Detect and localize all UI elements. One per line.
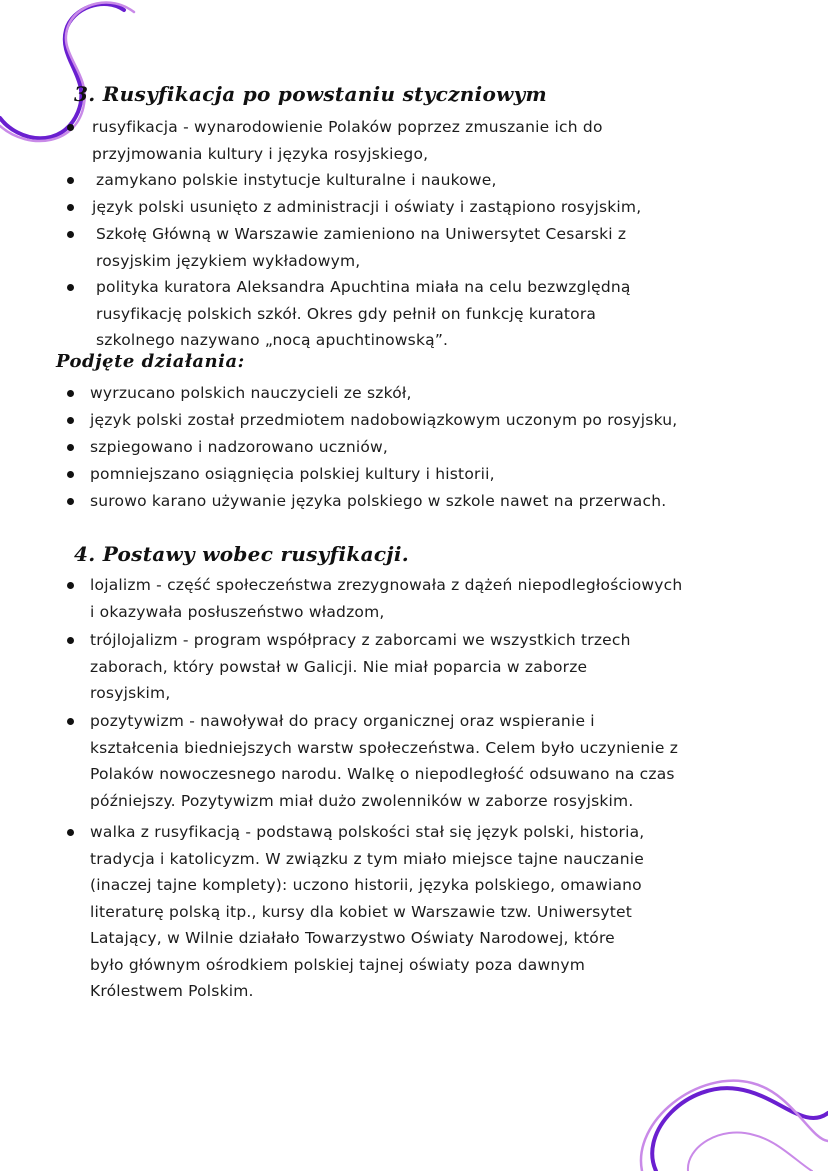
bullet-icon xyxy=(67,417,74,424)
bullet-icon xyxy=(67,284,74,291)
list-item: trójlojalizm - program współpracy z zaborcami we wszystkich trzech zaborach, który powstał w Galicji. Nie miał poparcia w zaborze rosyjskim, xyxy=(90,631,631,702)
bullet-icon xyxy=(67,498,74,505)
section-4-title: 4. Postawy wobec rusyfikacji. xyxy=(74,542,409,566)
actions-title: Podjęte działania: xyxy=(56,351,245,372)
bullet-icon xyxy=(67,582,74,589)
bullet-icon xyxy=(67,471,74,478)
bullet-icon xyxy=(67,390,74,397)
bullet-icon xyxy=(67,637,74,644)
list-item: zamykano polskie instytucje kulturalne i naukowe, xyxy=(96,171,497,189)
list-item: surowo karano używanie języka polskiego w szkole nawet na przerwach. xyxy=(90,492,667,510)
list-item: rusyfikacja - wynarodowienie Polaków poprzez zmuszanie ich do przyjmowania kultury i języka rosyjskiego, xyxy=(92,118,603,163)
list-item: pomniejszano osiągnięcia polskiej kultury i historii, xyxy=(90,465,495,483)
bullet-icon xyxy=(67,177,74,184)
bullet-icon xyxy=(67,231,74,238)
list-item: pozytywizm - nawoływał do pracy organicznej oraz wspieranie i kształcenia biedniejszych warstw społeczeństwa. Celem było uczynienie z Polaków nowoczesnego narodu. Walkę o niepodległość odsuwano na czas późniejszy. Pozytywizm miał dużo zwolenników w zaborze rosyjskim. xyxy=(90,712,679,810)
bullet-icon xyxy=(67,204,74,211)
list-item: lojalizm - część społeczeństwa zrezygnowała z dążeń niepodległościowych i okazywała posłuszeństwo władzom, xyxy=(90,576,683,621)
list-item: język polski usunięto z administracji i oświaty i zastąpiono rosyjskim, xyxy=(92,198,642,216)
list-item: język polski został przedmiotem nadobowiązkowym uczonym po rosyjsku, xyxy=(90,411,678,429)
bullet-icon xyxy=(67,444,74,451)
list-item: szpiegowano i nadzorowano uczniów, xyxy=(90,438,389,456)
bullet-icon xyxy=(67,829,74,836)
list-item: walka z rusyfikacją - podstawą polskości stał się język polski, historia, tradycja i katolicyzm. W związku z tym miało miejsce tajne nauczanie (inaczej tajne komplety): uczono historii, języka polskiego, omawiano literaturę polską itp., kursy dla kobiet w Warszawie tzw. Uniwersytet Latający, w Wilnie działało Towarzystwo Oświaty Narodowej, które było głównym ośrodkiem polskiej tajnej oświaty poza dawnym Królestwem Polskim. xyxy=(90,823,645,1000)
list-item: Szkołę Główną w Warszawie zamieniono na Uniwersytet Cesarski z rosyjskim językiem wykładowym, xyxy=(96,225,627,270)
bullet-icon xyxy=(67,718,74,725)
list-item: polityka kuratora Aleksandra Apuchtina miała na celu bezwzględną rusyfikację polskich szkół. Okres gdy pełnił on funkcję kuratora szkolnego nazywano „nocą apuchtinowską”. xyxy=(96,278,631,349)
list-item: wyrzucano polskich nauczycieli ze szkół, xyxy=(90,384,412,402)
bullet-icon xyxy=(67,124,74,131)
section-3-title: 3. Rusyfikacja po powstaniu styczniowym xyxy=(74,82,547,106)
